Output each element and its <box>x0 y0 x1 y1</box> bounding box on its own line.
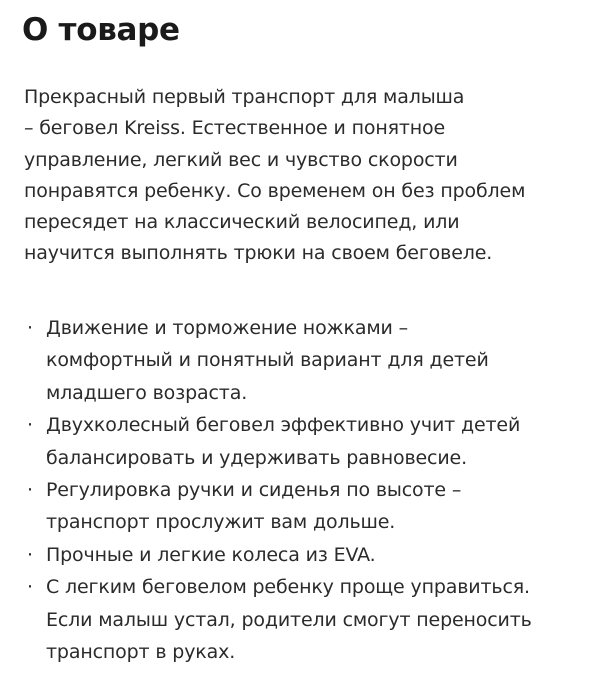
feature-line: младшего возраста. <box>46 381 248 404</box>
feature-line: Двухколесный беговел эффективно учит детей <box>46 414 521 437</box>
feature-line: Регулировка ручки и сиденья по высоте – <box>46 479 462 502</box>
feature-item <box>24 409 590 474</box>
description-line: Прекрасный первый транспорт для малыша <box>24 86 465 108</box>
product-description <box>24 82 590 270</box>
feature-line: балансировать и удерживать равновесие. <box>46 446 467 469</box>
bullet-icon: · <box>27 479 33 502</box>
feature-line: С легким беговелом ребенку проще управиться. <box>46 576 530 599</box>
description-line: понравятся ребенку. Со временем он без проблем <box>24 179 526 202</box>
feature-item <box>24 571 590 668</box>
feature-list <box>24 312 590 668</box>
bullet-icon: · <box>27 543 33 566</box>
feature-line: транспорт в руках. <box>46 641 236 664</box>
bullet-icon: · <box>27 576 33 599</box>
feature-line: комфортный и понятный вариант для детей <box>46 349 489 372</box>
feature-item <box>24 539 590 571</box>
feature-line: Если малыш устал, родители смогут переносить <box>46 608 532 631</box>
bullet-icon: · <box>27 414 33 437</box>
feature-item <box>24 474 590 539</box>
description-line: – беговел Kreiss. Естественное и понятное <box>24 117 446 140</box>
description-line: пересядет на классический велосипед, или <box>24 211 460 234</box>
bullet-icon: · <box>27 317 33 339</box>
feature-line: Движение и торможение ножками – <box>46 317 408 339</box>
section-title: О товаре <box>22 12 180 48</box>
feature-line: Прочные и легкие колеса из EVA. <box>46 543 376 566</box>
feature-line: транспорт прослужит вам дольше. <box>46 511 396 534</box>
feature-item <box>24 312 590 409</box>
description-line: научится выполнять трюки на своем беговеле. <box>24 242 493 265</box>
description-line: управление, легкий вес и чувство скорости <box>24 148 458 171</box>
